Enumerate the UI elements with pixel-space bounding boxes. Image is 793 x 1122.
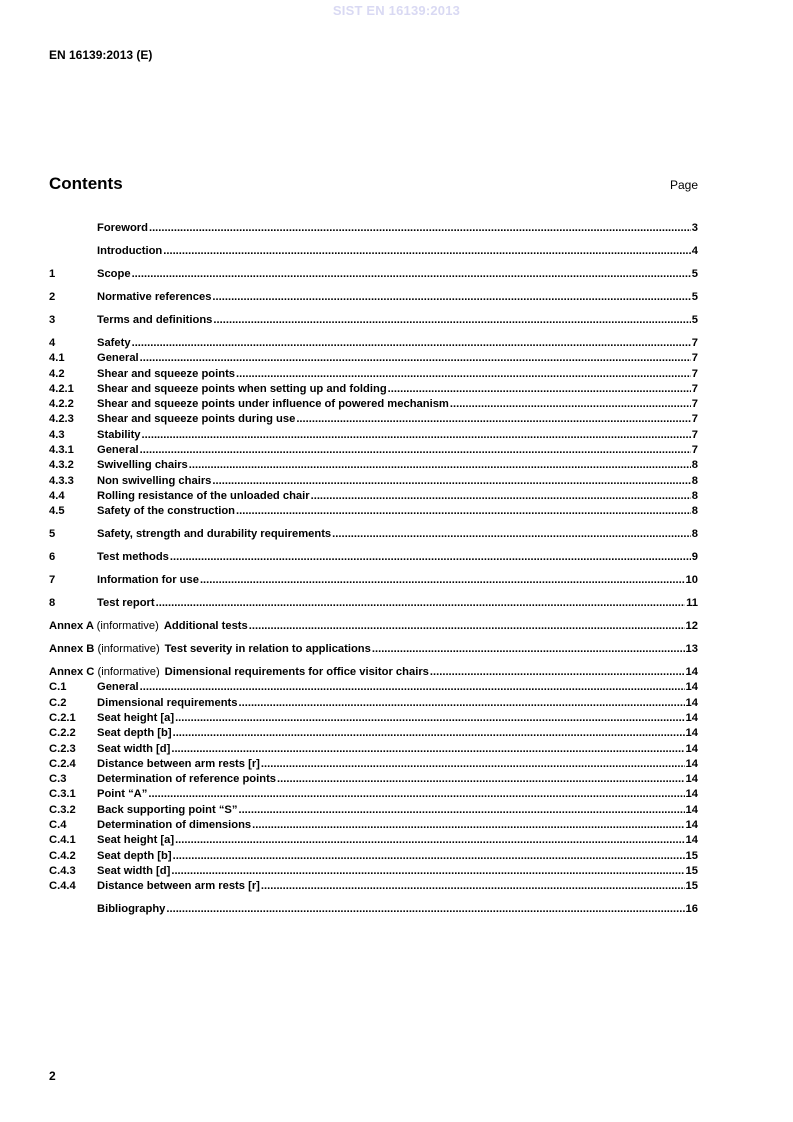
toc-entry-page: 7 (691, 413, 698, 426)
toc-entry[interactable] (49, 849, 698, 864)
toc-entry[interactable] (49, 397, 698, 412)
contents-title: Contents (49, 174, 123, 193)
toc-entry[interactable] (49, 351, 698, 366)
toc-entry-number: C.2.3 (49, 742, 76, 755)
toc-dot-leader (296, 412, 690, 427)
toc-entry-title: Normative references (97, 290, 212, 303)
toc-entry-title: Test severity in relation to applications (164, 643, 371, 656)
toc-entry-number: C.2 (49, 696, 67, 709)
toc-dot-leader (388, 382, 691, 397)
toc-dot-leader (171, 742, 684, 757)
toc-entry-page: 14 (685, 803, 698, 816)
toc-entry-title: Introduction (97, 244, 163, 257)
toc-dot-leader (372, 642, 685, 657)
toc-annex-note: (informative) (96, 620, 159, 633)
toc-annex-label: Annex B (49, 643, 95, 656)
toc-entry-number: 4.2.1 (49, 382, 74, 395)
watermark: SIST EN 16139:2013 (332, 3, 461, 18)
toc-entry-number: C.3.1 (49, 788, 76, 801)
toc-entry[interactable] (49, 290, 698, 305)
toc-entry-page: 14 (685, 696, 698, 709)
toc-dot-leader (140, 680, 685, 695)
toc-entry[interactable] (49, 504, 698, 519)
toc-entry-title: Swivelling chairs (97, 459, 188, 472)
toc-entry[interactable] (49, 596, 698, 611)
toc-entry-title: Seat width [d] (97, 864, 171, 877)
toc-entry-number: 4.2.2 (49, 398, 74, 411)
toc-entry[interactable] (49, 772, 698, 787)
toc-entry-title: Seat height [a] (97, 834, 175, 847)
toc-entry-title: Shear and squeeze points when setting up and folding (97, 382, 387, 395)
toc-entry[interactable] (49, 803, 698, 818)
toc-dot-leader (170, 550, 691, 565)
toc-dot-leader (450, 397, 691, 412)
toc-dot-leader (236, 504, 691, 519)
toc-dot-leader (189, 458, 691, 473)
toc-entry[interactable] (49, 665, 698, 680)
toc-entry-page: 15 (685, 849, 698, 862)
toc-entry-number: 5 (49, 528, 56, 541)
toc-entry-page: 15 (685, 864, 698, 877)
toc-annex-prefix (49, 665, 165, 680)
toc-entry-number: 4.2 (49, 367, 65, 380)
toc-entry-page: 14 (685, 834, 698, 847)
toc-entry-title: Seat depth [b] (97, 849, 172, 862)
toc-entry[interactable] (49, 573, 698, 588)
toc-entry-title: Point “A” (97, 788, 148, 801)
toc-entry-title: Safety of the construction (97, 505, 235, 518)
toc-entry-page: 14 (685, 681, 698, 694)
toc-entry-title: Distance between arm rests [r] (97, 880, 260, 893)
toc-entry[interactable] (49, 711, 698, 726)
toc-entry[interactable] (49, 458, 698, 473)
toc-entry-page: 14 (685, 773, 698, 786)
toc-entry-number: 2 (49, 290, 56, 303)
toc-entry-title: Determination of reference points (97, 773, 277, 786)
toc-entry-page: 8 (691, 459, 698, 472)
toc-entry-title: Terms and definitions (97, 313, 213, 326)
toc-entry[interactable] (49, 902, 698, 917)
toc-entry-number: C.4.1 (49, 834, 76, 847)
toc-entry-page: 7 (691, 367, 698, 380)
toc-entry-page: 5 (691, 267, 698, 280)
toc-dot-leader (175, 833, 684, 848)
toc-entry[interactable] (49, 474, 698, 489)
toc-dot-leader (156, 596, 686, 611)
toc-entry-page: 7 (691, 336, 698, 349)
page-number: 2 (49, 1069, 56, 1083)
toc-entry[interactable] (49, 742, 698, 757)
toc-entry[interactable] (49, 367, 698, 382)
toc-entry-title: Seat height [a] (97, 711, 175, 724)
toc-entry-title: Rolling resistance of the unloaded chair (97, 489, 310, 502)
toc-dot-leader (200, 573, 685, 588)
toc-entry-number: C.2.1 (49, 711, 76, 724)
toc-dot-leader (249, 619, 685, 634)
toc-entry-number: 4.3.2 (49, 459, 74, 472)
toc-annex-label: Annex A (49, 620, 94, 633)
toc-entry-title: Stability (97, 428, 141, 441)
toc-dot-leader (173, 726, 685, 741)
toc-entry-title: Seat width [d] (97, 742, 171, 755)
toc-entry-page: 12 (685, 620, 698, 633)
toc-dot-leader (212, 290, 690, 305)
toc-dot-leader (212, 474, 690, 489)
toc-entry-number: C.4.4 (49, 880, 76, 893)
toc-entry[interactable] (49, 527, 698, 542)
toc-entry-page: 14 (685, 711, 698, 724)
toc-annex-note: (informative) (97, 643, 160, 656)
toc-entry-page: 7 (691, 398, 698, 411)
toc-entry-number: C.3.2 (49, 803, 76, 816)
toc-entry-number: C.4.3 (49, 864, 76, 877)
page-column-label: Page (669, 178, 698, 192)
toc-dot-leader (171, 864, 684, 879)
toc-dot-leader (149, 221, 691, 236)
toc-dot-leader (239, 696, 685, 711)
toc-entry-page: 11 (686, 597, 698, 610)
toc-entry-page: 14 (685, 727, 698, 740)
toc-entry[interactable] (49, 726, 698, 741)
toc-entry-title: General (97, 444, 139, 456)
toc-entry-number: 4.2.3 (49, 413, 74, 426)
toc-dot-leader (261, 757, 685, 772)
toc-dot-leader (213, 313, 690, 328)
toc-entry[interactable] (49, 489, 698, 504)
toc-entry[interactable] (49, 336, 698, 351)
toc-entry-number: 4.4 (49, 489, 65, 502)
toc-entry-title: Foreword (97, 222, 148, 234)
toc-entry-title: General (97, 352, 139, 365)
toc-entry-number: C.4.2 (49, 849, 76, 862)
toc-entry-number: C.2.4 (49, 757, 76, 770)
toc-entry[interactable] (49, 757, 698, 772)
toc-entry-page: 8 (691, 528, 698, 541)
toc-entry[interactable] (49, 412, 698, 427)
toc-entry[interactable] (49, 221, 698, 236)
toc-entry[interactable] (49, 619, 698, 634)
toc-entry-number: 4 (49, 336, 56, 349)
toc-entry-page: 14 (685, 757, 698, 770)
toc-entry-number: 4.1 (49, 352, 65, 365)
toc-entry-title: Information for use (97, 574, 199, 587)
toc-dot-leader (236, 367, 691, 382)
toc-entry[interactable] (49, 428, 698, 443)
toc-dot-leader (311, 489, 691, 504)
toc-dot-leader (132, 336, 691, 351)
toc-entry-page: 10 (685, 574, 698, 587)
toc-entry-title: Dimensional requirements (97, 696, 238, 709)
toc-entry-title: Test report (97, 597, 155, 610)
toc-entry-title: General (97, 681, 139, 694)
toc-entry-title: Seat depth [b] (97, 727, 172, 740)
toc-entry[interactable] (49, 696, 698, 711)
toc-dot-leader (238, 803, 684, 818)
toc-entry-title: Determination of dimensions (97, 819, 252, 832)
toc-entry-page: 14 (685, 742, 698, 755)
toc-dot-leader (252, 818, 684, 833)
toc-entry-title: Test methods (97, 551, 169, 564)
toc-entry-title: Safety (97, 336, 131, 349)
toc-entry[interactable] (49, 382, 698, 397)
toc-entry-title: Scope (97, 267, 131, 280)
toc-entry-number: 7 (49, 574, 56, 587)
toc-entry-page: 14 (685, 819, 698, 832)
toc-dot-leader (132, 267, 691, 282)
toc-entry-page: 5 (691, 313, 698, 326)
toc-entry-page: 14 (685, 788, 698, 801)
toc-entry-page: 7 (691, 352, 698, 365)
toc-entry-page: 8 (691, 489, 698, 502)
toc-dot-leader (277, 772, 685, 787)
toc-entry-number: 4.5 (49, 505, 65, 518)
toc-annex-prefix (49, 642, 165, 657)
toc-dot-leader (332, 527, 691, 542)
toc-dot-leader (166, 902, 684, 917)
toc-entry-number: C.4 (49, 819, 67, 832)
toc-entry-title: Shear and squeeze points during use (97, 413, 296, 426)
toc-entry-page: 15 (685, 880, 698, 893)
document-id: EN 16139:2013 (E) (49, 48, 153, 62)
toc-entry-page: 7 (691, 382, 698, 395)
toc-entry-number: 6 (49, 551, 56, 564)
toc-entry-title: Dimensional requirements for office visitor chairs (164, 666, 429, 679)
toc-entry-title: Non swivelling chairs (97, 474, 212, 487)
toc-dot-leader (163, 244, 691, 259)
toc-dot-leader (142, 428, 691, 443)
table-of-contents (49, 221, 698, 918)
toc-entry-number: 3 (49, 313, 56, 326)
toc-entry-title: Distance between arm rests [r] (97, 757, 260, 770)
toc-annex-prefix (49, 619, 164, 634)
toc-entry-page: 7 (691, 444, 698, 456)
toc-entry-page: 13 (685, 643, 698, 656)
toc-entry-number: C.2.2 (49, 727, 76, 740)
toc-entry-page: 5 (691, 290, 698, 303)
toc-entry[interactable] (49, 244, 698, 259)
toc-entry-title: Additional tests (163, 620, 248, 633)
toc-entry-page: 3 (691, 222, 698, 234)
toc-entry[interactable] (49, 267, 698, 282)
toc-entry-title: Back supporting point “S” (97, 803, 238, 816)
toc-entry-title: Bibliography (97, 903, 166, 916)
toc-dot-leader (140, 351, 691, 366)
toc-dot-leader (173, 849, 685, 864)
toc-dot-leader (140, 443, 691, 458)
toc-dot-leader (175, 711, 684, 726)
toc-entry-number: C.1 (49, 681, 67, 694)
toc-entry[interactable] (49, 550, 698, 565)
toc-entry[interactable] (49, 642, 698, 657)
toc-entry-page: 16 (685, 903, 698, 916)
toc-entry-number: 8 (49, 597, 56, 610)
toc-entry[interactable] (49, 864, 698, 879)
toc-entry-number: 1 (49, 267, 56, 280)
toc-entry[interactable] (49, 879, 698, 894)
toc-entry[interactable] (49, 443, 698, 458)
toc-entry-page: 4 (691, 244, 698, 257)
toc-entry-number: C.3 (49, 773, 67, 786)
toc-entry[interactable] (49, 787, 698, 802)
toc-annex-note: (informative) (97, 666, 160, 679)
toc-entry[interactable] (49, 833, 698, 848)
toc-annex-label: Annex C (49, 666, 95, 679)
toc-entry-page: 7 (691, 428, 698, 441)
toc-entry[interactable] (49, 818, 698, 833)
toc-dot-leader (148, 787, 684, 802)
toc-entry-title: Shear and squeeze points under influence of powered mechanism (97, 398, 449, 411)
toc-dot-leader (261, 879, 685, 894)
toc-entry-title: Shear and squeeze points (97, 367, 236, 380)
toc-entry-number: 4.3.3 (49, 474, 74, 487)
toc-entry-page: 8 (691, 474, 698, 487)
toc-entry-title: Safety, strength and durability requirements (97, 528, 332, 541)
toc-entry[interactable] (49, 680, 698, 695)
toc-dot-leader (430, 665, 685, 680)
toc-entry-page: 14 (685, 666, 698, 679)
toc-entry-page: 9 (691, 551, 698, 564)
toc-entry[interactable] (49, 313, 698, 328)
toc-entry-number: 4.3.1 (49, 444, 74, 456)
toc-entry-number: 4.3 (49, 428, 65, 441)
toc-entry-page: 8 (691, 505, 698, 518)
